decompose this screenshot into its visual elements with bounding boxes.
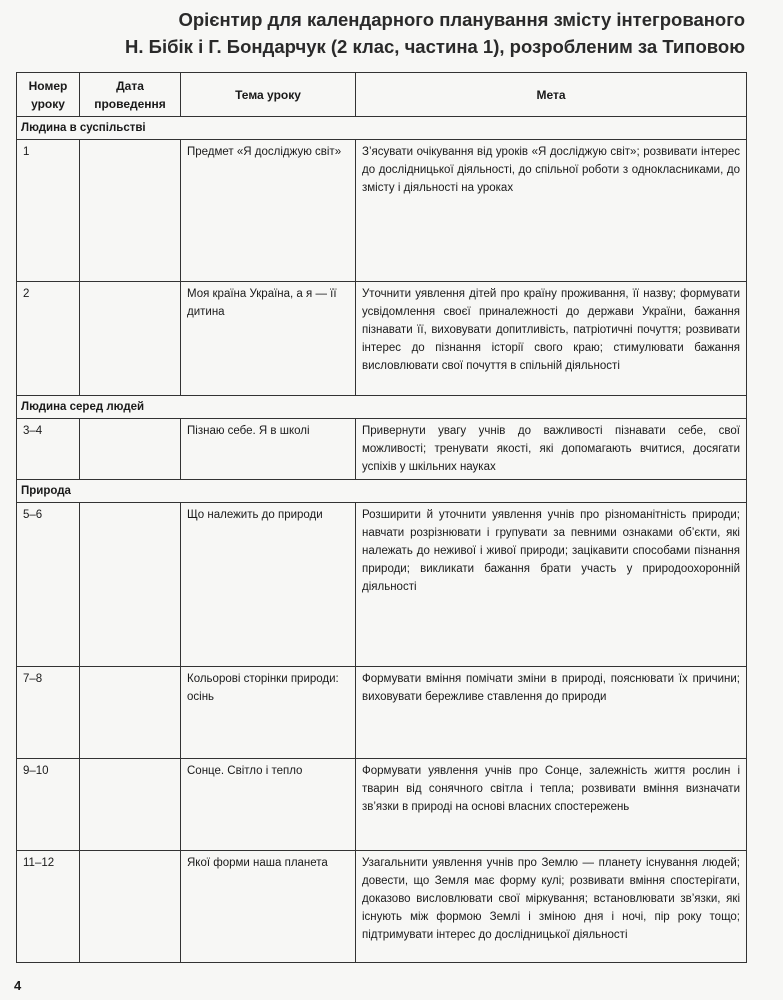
lesson-topic: Моя країна Україна, а я — її дитина	[181, 282, 356, 396]
lesson-number: 1	[17, 140, 80, 282]
lesson-goal: Розширити й уточнити уявлення учнів про різноманітність природи; навчати розрізнювати і групувати за певними ознаками об’єкти, які належать до неживої і живої природи; зацікавити способами пізнання природи; викликати бажання брати участь у природоохоронній діяльності	[356, 503, 747, 667]
lesson-topic: Пізнаю себе. Я в школі	[181, 419, 356, 480]
lesson-goal: Уточнити уявлення дітей про країну проживання, її назву; формувати усвідомлення своєї приналежності до держави України, бажання пізнавати її, виховувати допитливість, патріотичні почуття; розвивати інтерес до пізнання історії свого краю; стимулювати бажання висловлювати свої почуття в спільній діяльності	[356, 282, 747, 396]
lesson-topic: Предмет «Я досліджую світ»	[181, 140, 356, 282]
header-goal: Мета	[356, 73, 747, 117]
page-number: 4	[14, 978, 22, 993]
lesson-topic: Кольорові сторінки природи: осінь	[181, 667, 356, 759]
lesson-date	[80, 503, 181, 667]
title-line-2: Н. Бібік і Г. Бондарчук (2 клас, частина 1), розробленим за Типовою	[125, 36, 745, 57]
table-row	[17, 503, 747, 667]
lesson-date	[80, 759, 181, 851]
lesson-number: 2	[17, 282, 80, 396]
lesson-number: 5–6	[17, 503, 80, 667]
lesson-date	[80, 140, 181, 282]
lesson-topic: Якої форми наша планета	[181, 851, 356, 963]
section-title: Людина серед людей	[17, 396, 747, 419]
title-line-1: Орієнтир для календарного планування змісту інтегрованого	[178, 9, 745, 30]
section-title: Людина в суспільстві	[17, 117, 747, 140]
header-number: Номер уроку	[17, 73, 80, 117]
lesson-goal: Привернути увагу учнів до важливості пізнавати себе, свої можливості; тренувати якості, які допомагають вчитися, досягати успіхів у шкільних науках	[356, 419, 747, 480]
section-row	[17, 480, 747, 503]
lesson-date	[80, 667, 181, 759]
table-row	[17, 140, 747, 282]
header-topic: Тема уроку	[181, 73, 356, 117]
table-row	[17, 419, 747, 480]
lesson-number: 7–8	[17, 667, 80, 759]
table-row	[17, 759, 747, 851]
planning-table	[16, 72, 746, 963]
lesson-goal: Формувати уявлення учнів про Сонце, залежність життя рослин і тварин від сонячного світла і тепла; розвивати вміння визначати зв’язки в природі на основі власних спостережень	[356, 759, 747, 851]
lesson-goal: Узагальнити уявлення учнів про Землю — планету існування людей; довести, що Земля має форму кулі; розвивати вміння спостерігати, доказово висловлювати свої міркування; встановлювати зв’язки, які існують між формою Землі і зміною дня і ночі, пір року тощо; підтримувати інтерес до дослідницької діяльності	[356, 851, 747, 963]
section-title: Природа	[17, 480, 747, 503]
lesson-number: 3–4	[17, 419, 80, 480]
lesson-number: 11–12	[17, 851, 80, 963]
page-title	[0, 6, 745, 60]
lesson-goal: Формувати вміння помічати зміни в природі, пояснювати їх причини; виховувати бережливе ставлення до природи	[356, 667, 747, 759]
header-row	[17, 73, 747, 117]
table-row	[17, 667, 747, 759]
lesson-date	[80, 282, 181, 396]
table-row	[17, 851, 747, 963]
lesson-date	[80, 851, 181, 963]
section-row	[17, 396, 747, 419]
section-row	[17, 117, 747, 140]
lesson-number: 9–10	[17, 759, 80, 851]
table-row	[17, 282, 747, 396]
lesson-goal: З’ясувати очікування від уроків «Я досліджую світ»; розвивати інтерес до дослідницької діяльності, до спільної роботи з однокласниками, до змісту і діяльності на уроках	[356, 140, 747, 282]
lesson-topic: Що належить до природи	[181, 503, 356, 667]
lesson-date	[80, 419, 181, 480]
header-date: Дата проведення	[80, 73, 181, 117]
lesson-topic: Сонце. Світло і тепло	[181, 759, 356, 851]
